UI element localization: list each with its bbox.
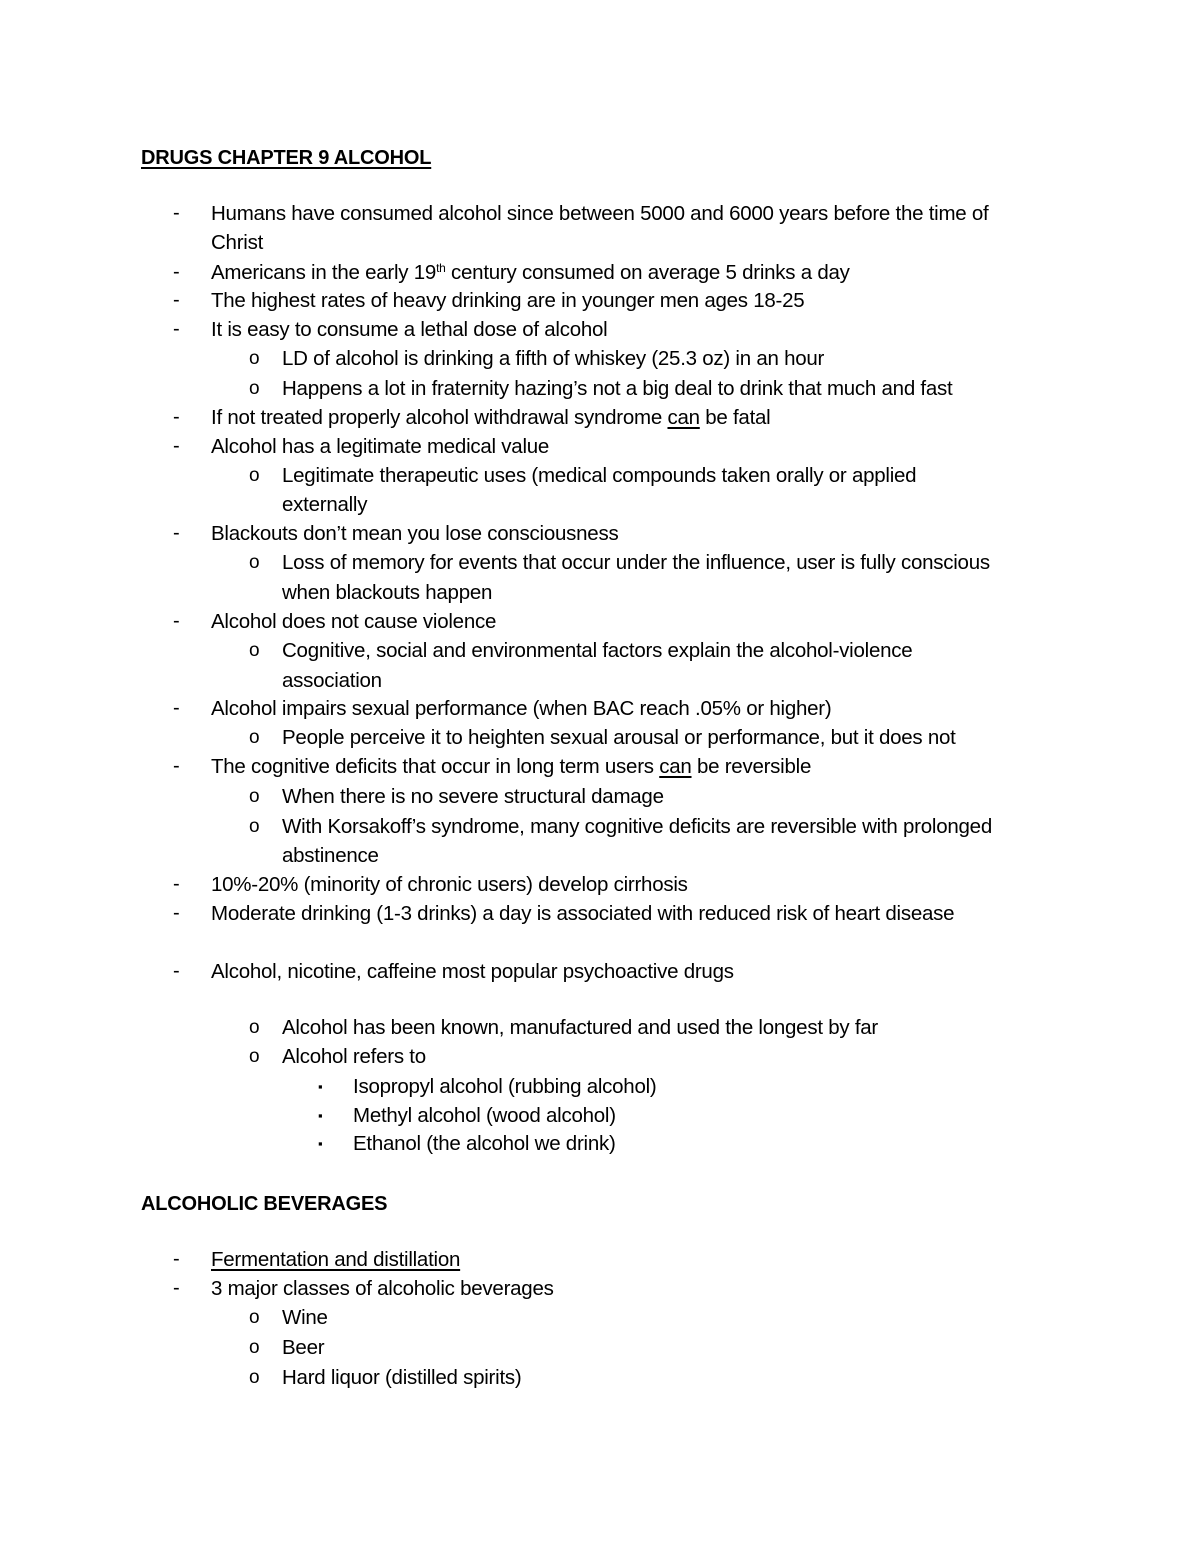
- sub-item-korsakoff: With Korsakoff’s syndrome, many cognitive deficits are reversible with prolonged: [282, 815, 992, 838]
- dash-bullet: -: [173, 522, 180, 544]
- dash-bullet: -: [173, 1248, 180, 1270]
- list-item-blackouts: Blackouts don’t mean you lose consciousness: [211, 522, 619, 545]
- dash-bullet: -: [173, 202, 180, 224]
- sub-item-korsakoff-cont: abstinence: [282, 844, 379, 867]
- sub-sub-item-methyl: Methyl alcohol (wood alcohol): [353, 1104, 616, 1127]
- circle-bullet: o: [249, 1017, 260, 1038]
- list-item-fermentation: Fermentation and distillation: [211, 1248, 461, 1271]
- withdrawal-text: If not treated properly alcohol withdrawal syndrome: [211, 406, 668, 429]
- circle-bullet: o: [249, 552, 260, 573]
- sub-item-therapeutic-cont: externally: [282, 493, 368, 516]
- ordinal-suffix: th: [436, 261, 446, 275]
- deficits-text: The cognitive deficits that occur in long term users: [211, 755, 660, 778]
- sub-item-longest: Alcohol has been known, manufactured and used the longest by far: [282, 1016, 878, 1039]
- section-heading-beverages: ALCOHOLIC BEVERAGES: [141, 1193, 388, 1215]
- circle-bullet: o: [249, 348, 260, 369]
- dash-bullet: -: [173, 755, 180, 777]
- list-item-humans-cont: Christ: [211, 231, 264, 254]
- dash-bullet: -: [173, 873, 180, 895]
- square-bullet: ▪: [318, 1136, 323, 1151]
- circle-bullet: o: [249, 1046, 260, 1067]
- emphasis-can: can: [659, 755, 692, 778]
- dash-bullet: -: [173, 1277, 180, 1299]
- circle-bullet: o: [249, 727, 260, 748]
- sub-item-wine: Wine: [282, 1306, 328, 1329]
- list-item-lethal-dose: It is easy to consume a lethal dose of alcohol: [211, 318, 608, 341]
- emphasis-can: can: [667, 406, 700, 429]
- list-item-highest: The highest rates of heavy drinking are in younger men ages 18-25: [211, 289, 805, 312]
- list-item-deficits: [211, 752, 811, 782]
- dash-bullet: -: [173, 960, 180, 982]
- sub-item-perceive: People perceive it to heighten sexual arousal or performance, but it does not: [282, 726, 956, 749]
- list-item-popular: Alcohol, nicotine, caffeine most popular psychoactive drugs: [211, 960, 734, 983]
- dash-bullet: -: [173, 610, 180, 632]
- sub-item-cognitive-cont: association: [282, 669, 382, 692]
- sub-item-beer: Beer: [282, 1336, 325, 1359]
- sub-item-ld: LD of alcohol is drinking a fifth of whiskey (25.3 oz) in an hour: [282, 347, 825, 370]
- list-item-violence: Alcohol does not cause violence: [211, 610, 497, 633]
- withdrawal-text-rest: be fatal: [699, 406, 771, 429]
- dash-bullet: -: [173, 289, 180, 311]
- sub-item-refers: Alcohol refers to: [282, 1045, 426, 1068]
- dash-bullet: -: [173, 318, 180, 340]
- list-item-moderate: Moderate drinking (1-3 drinks) a day is associated with reduced risk of heart disease: [211, 902, 955, 925]
- circle-bullet: o: [249, 1367, 260, 1388]
- sub-item-liquor: Hard liquor (distilled spirits): [282, 1366, 522, 1389]
- sub-sub-item-ethanol: Ethanol (the alcohol we drink): [353, 1132, 616, 1155]
- square-bullet: ▪: [318, 1079, 323, 1094]
- sub-item-cognitive: Cognitive, social and environmental factors explain the alcohol-violence: [282, 639, 913, 662]
- list-item-classes: 3 major classes of alcoholic beverages: [211, 1277, 554, 1300]
- deficits-text-rest: be reversible: [691, 755, 812, 778]
- circle-bullet: o: [249, 816, 260, 837]
- list-item-withdrawal: [211, 403, 770, 433]
- list-item-medical: Alcohol has a legitimate medical value: [211, 435, 550, 458]
- circle-bullet: o: [249, 1307, 260, 1328]
- sub-item-memory: Loss of memory for events that occur under the influence, user is fully conscious: [282, 551, 990, 574]
- dash-bullet: -: [173, 406, 180, 428]
- sub-item-hazing: Happens a lot in fraternity hazing’s not a big deal to drink that much and fast: [282, 377, 953, 400]
- list-item-americans: [211, 258, 850, 288]
- circle-bullet: o: [249, 465, 260, 486]
- dash-bullet: -: [173, 261, 180, 283]
- sub-item-therapeutic: Legitimate therapeutic uses (medical compounds taken orally or applied: [282, 464, 917, 487]
- dash-bullet: -: [173, 435, 180, 457]
- dash-bullet: -: [173, 902, 180, 924]
- circle-bullet: o: [249, 378, 260, 399]
- list-item-humans: Humans have consumed alcohol since between 5000 and 6000 years before the time of: [211, 202, 989, 225]
- sub-item-structural: When there is no severe structural damage: [282, 785, 664, 808]
- list-item-sexual: Alcohol impairs sexual performance (when BAC reach .05% or higher): [211, 697, 832, 720]
- list-item-cirrhosis: 10%-20% (minority of chronic users) develop cirrhosis: [211, 873, 688, 896]
- circle-bullet: o: [249, 786, 260, 807]
- americans-text-rest: century consumed on average 5 drinks a day: [445, 261, 850, 284]
- dash-bullet: -: [173, 697, 180, 719]
- sub-sub-item-isopropyl: Isopropyl alcohol (rubbing alcohol): [353, 1075, 657, 1098]
- square-bullet: ▪: [318, 1108, 323, 1123]
- circle-bullet: o: [249, 640, 260, 661]
- page-title: DRUGS CHAPTER 9 ALCOHOL: [141, 147, 432, 169]
- americans-text: Americans in the early 19: [211, 261, 437, 284]
- sub-item-memory-cont: when blackouts happen: [282, 581, 493, 604]
- circle-bullet: o: [249, 1337, 260, 1358]
